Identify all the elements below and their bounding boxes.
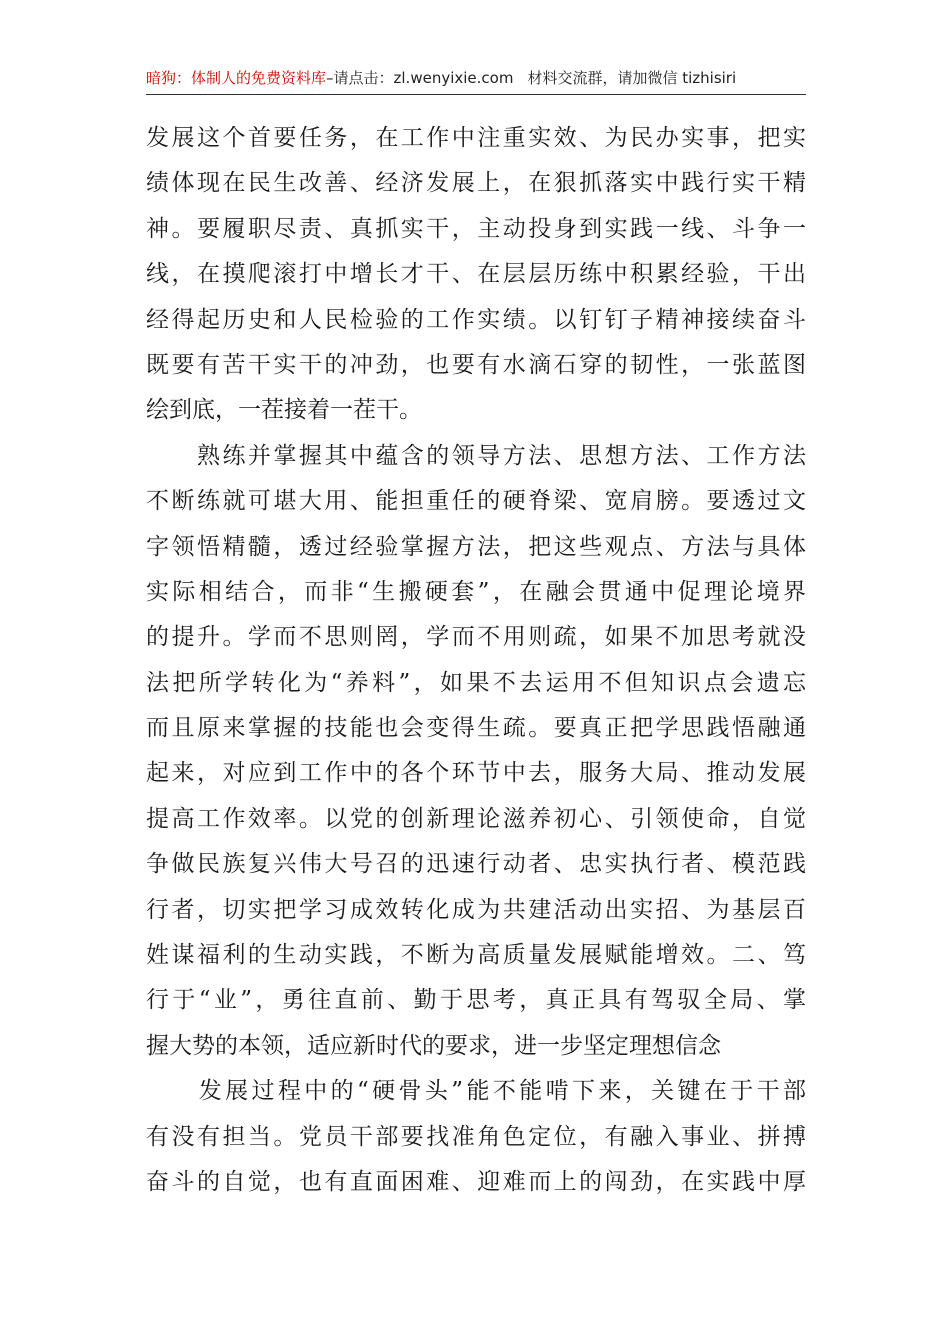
text-line: 熟练并掌握其中蕴含的领导方法、思想方法、工作方法 (146, 442, 806, 469)
text-line: 绘到底，一茬接着一茬干。 (146, 397, 422, 424)
header-brand: 暗狗：体制人的免费资料库 (146, 69, 327, 87)
text-line: 的提升。学而不思则罔，学而不用则疏，如果不加思考就没 (146, 624, 806, 651)
text-line: 提高工作效率。以党的创新理论滋养初心、引领使命，自觉 (146, 805, 806, 832)
header-wechat-note: 材料交流群，请加微信 tizhisiri (527, 69, 737, 87)
text-line: 奋斗的自觉，也有直面困难、迎难而上的闯劲，在实践中厚 (146, 1168, 806, 1195)
page-header (146, 64, 806, 95)
text-line: 争做民族复兴伟大号召的迅速行动者、忠实执行者、模范践 (146, 851, 806, 878)
text-line: 经得起历史和人民检验的工作实绩。以钉钉子精神接续奋斗 (146, 306, 806, 333)
text-line: 实际相结合，而非“生搬硬套”，在融会贯通中促理论境界 (146, 578, 806, 605)
text-line: 发展这个首要任务，在工作中注重实效、为民办实事，把实 (146, 125, 806, 151)
text-line: 而且原来掌握的技能也会变得生疏。要真正把学思践悟融通 (146, 715, 806, 742)
text-line: 姓谋福利的生动实践，不断为高质量发展赋能增效。二、笃 (146, 942, 806, 969)
document-body (146, 116, 806, 1205)
text-line: 绩体现在民生改善、经济发展上，在狠抓落实中践行实干精 (146, 170, 806, 197)
text-line: 握大势的本领，适应新时代的要求，进一步坚定理想信念 (146, 1032, 721, 1059)
text-line: 法把所学转化为“养料”，如果不去运用不但知识点会遗忘 (146, 669, 806, 696)
text-line: 不断练就可堪大用、能担重任的硬脊梁、宽肩膀。要透过文 (146, 488, 806, 515)
text-line: 线，在摸爬滚打中增长才干、在层层历练中积累经验，干出 (146, 261, 806, 288)
text-line: 既要有苦干实干的冲劲，也要有水滴石穿的韧性，一张蓝图 (146, 351, 806, 378)
header-link-prompt[interactable]: –请点击：zl.wenyixie.com (326, 69, 514, 87)
text-line: 行者，切实把学习成效转化成为共建活动出实招、为基层百 (146, 896, 806, 923)
text-line: 发展过程中的“硬骨头”能不能啃下来，关键在于干部 (146, 1078, 806, 1105)
text-line: 行于“业”，勇往直前、勤于思考，真正具有驾驭全局、掌 (146, 987, 806, 1014)
text-line: 有没有担当。党员干部要找准角色定位，有融入事业、拼搏 (146, 1123, 806, 1150)
text-line: 起来，对应到工作中的各个环节中去，服务大局、推动发展 (146, 760, 806, 787)
text-line: 神。要履职尽责、真抓实干，主动投身到实践一线、斗争一 (146, 215, 806, 242)
text-line: 字领悟精髓，透过经验掌握方法，把这些观点、方法与具体 (146, 533, 806, 560)
